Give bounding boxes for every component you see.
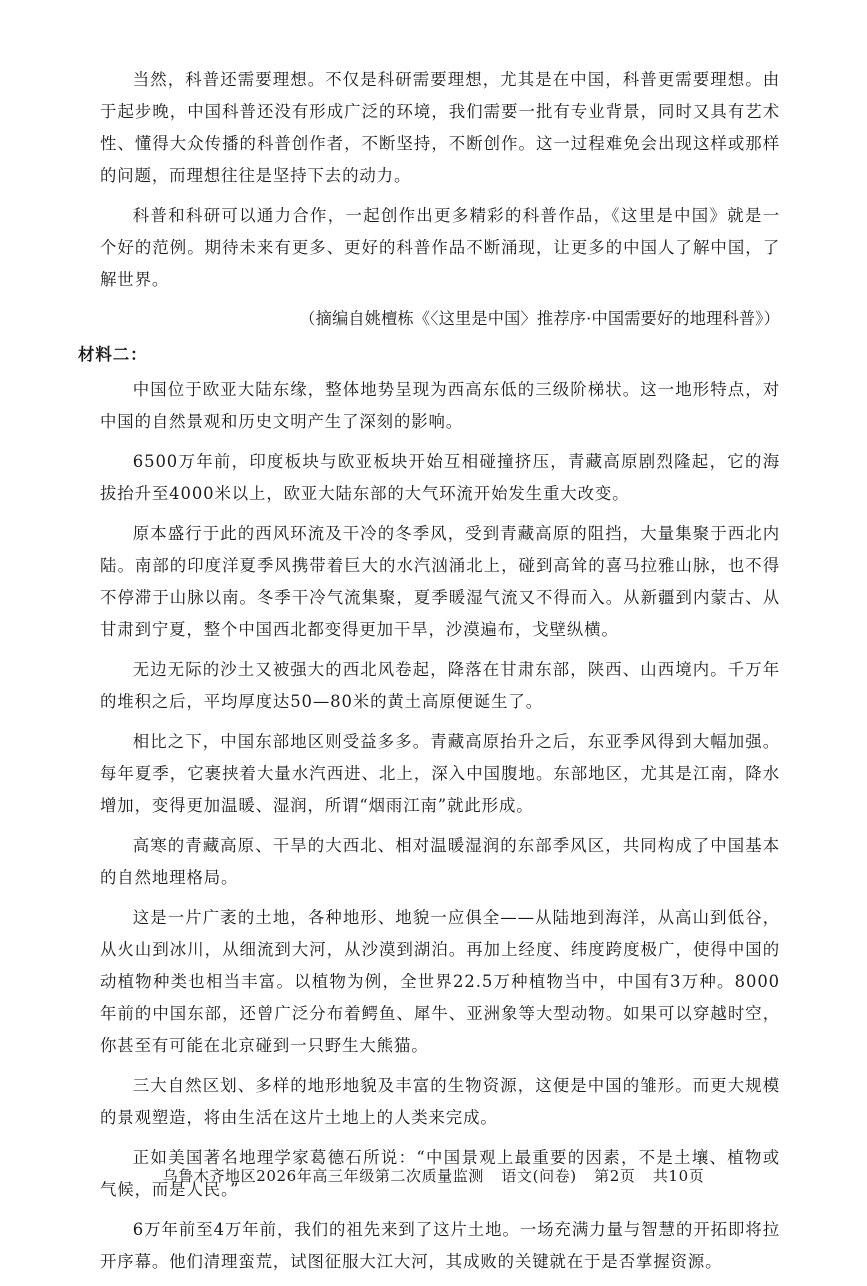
paragraph: 三大自然区划、多样的地形地貌及丰富的生物资源，这便是中国的雏形。而更大规模的景观塑造，将由生活在这片土地上的人类来完成。 [100,1076,780,1127]
paragraph: 原本盛行于此的西风环流及干冷的冬季风，受到青藏高原的阻挡，大量集聚于西北内陆。南部的印度洋夏季风携带着巨大的水汽汹涌北上，碰到高耸的喜马拉雅山脉，也不得不停滞于山脉以南。冬季干冷气流集聚，夏季暖湿气流又不得而入。从新疆到内蒙古、从甘肃到宁夏，整个中国西北都变得更加干旱，沙漠遍布，戈壁纵横。 [100,524,780,639]
section-heading: 材料二： [78,345,148,364]
paragraph: 科普和科研可以通力合作，一起创作出更多精彩的科普作品，《这里是中国》就是一个好的范例。期待未来有更多、更好的科普作品不断涌现，让更多的中国人了解中国，了解世界。 [100,206,780,289]
subject-label: 语文(问卷) [501,1167,577,1185]
page-number: 第2页 [594,1167,636,1185]
paragraph: 中国位于欧亚大陆东缘，整体地势呈现为西高东低的三级阶梯状。这一地形特点，对中国的自然景观和历史文明产生了深刻的影响。 [100,380,780,431]
paragraph: 当然，科普还需要理想。不仅是科研需要理想，尤其是在中国，科普更需要理想。由于起步晚，中国科普还没有形成广泛的环境，我们需要一批有专业背景，同时又具有艺术性、懂得大众传播的科普创作者，不断坚持，不断创作。这一过程难免会出现这样或那样的问题，而理想往往是坚持下去的动力。 [100,70,780,185]
paragraph: 这是一片广袤的土地，各种地形、地貌一应俱全——从陆地到海洋，从高山到低谷，从火山到冰川，从细流到大河，从沙漠到湖泊。再加上经度、纬度跨度极广，使得中国的动植物种类也相当丰富。以植物为例，全世界22.5万种植物当中，中国有3万种。8000年前的中国东部，还曾广泛分布着鳄鱼、犀牛、亚洲象等大型动物。如果可以穿越时空，你甚至有可能在北京碰到一只野生大熊猫。 [100,908,780,1055]
article-body [78,64,780,1286]
exam-title: 乌鲁木齐地区2026年高三年级第二次质量监测 [162,1167,485,1185]
source-citation: （摘编自姚檀栋《〈这里是中国〉推荐序·中国需要好的地理科普》） [299,309,780,328]
paragraph: 6500万年前，印度板块与欧亚板块开始互相碰撞挤压，青藏高原剧烈隆起，它的海拔抬升至4000米以上，欧亚大陆东部的大气环流开始发生重大改变。 [100,452,780,503]
paragraph: 6万年前至4万年前，我们的祖先来到了这片土地。一场充满力量与智慧的开拓即将拉开序幕。他们清理蛮荒，试图征服大江大河，其成败的关键就在于是否掌握资源。 [100,1220,780,1271]
page-footer [0,1164,867,1188]
paragraph: 无边无际的沙土又被强大的西北风卷起，降落在甘肃东部，陕西、山西境内。千万年的堆积之后，平均厚度达50—80米的黄土高原便诞生了。 [100,660,780,711]
paragraph: 高寒的青藏高原、干旱的大西北、相对温暖湿润的东部季风区，共同构成了中国基本的自然地理格局。 [100,836,780,887]
page-total: 共10页 [652,1167,705,1185]
paragraph: 相比之下，中国东部地区则受益多多。青藏高原抬升之后，东亚季风得到大幅加强。每年夏季，它裹挟着大量水汽西进、北上，深入中国腹地。东部地区，尤其是江南，降水增加，变得更加温暖、湿润，所谓“烟雨江南”就此形成。 [100,732,780,815]
paragraph: 正如美国著名地理学家葛德石所说：“中国景观上最重要的因素，不是土壤、植物或气候，而是人民。” [100,1148,780,1199]
